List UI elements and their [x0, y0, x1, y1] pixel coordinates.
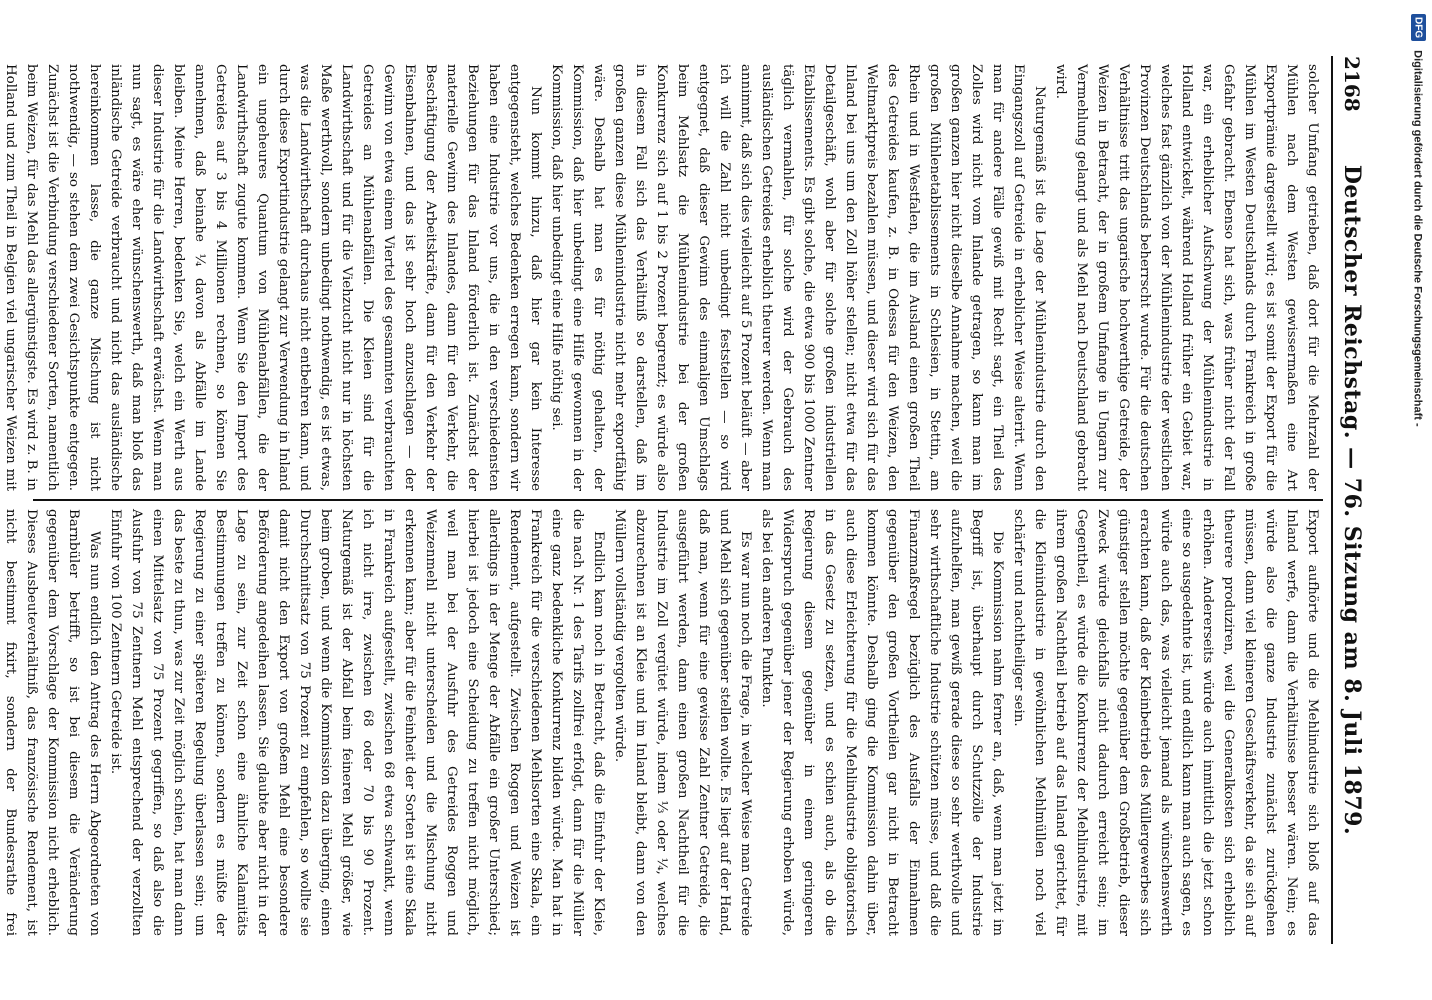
digitization-credit [1408, 14, 1428, 986]
paragraph: solcher Umfang getrieben, daß dort für die Mehrzahl der Mühlen nach dem Westen gewissermaßen eine Art Exportprämie dargestellt wird; es ist somit der Export für die Mühlen im Westen Deutschlands durch Frankreich in große Gefahr gebracht. Ebenso hat sich, was früher nicht der Fall war, ein erheblicher Aufschwung der Mühlenindustrie in Holland entwickelt, während Holland früher ein Gebiet war, welches fast gänzlich von der Mühlenindustrie der westlichen Provinzen Deutschlands beherrscht wurde. Für die deutschen Verhältnisse tritt das ungarische hochwerthige Getreide, der Weizen in Betracht, der in großem Umfange in Ungarn zur Vermehlung gelangt und als Mehl nach Deutschland gebracht wird. [1053, 64, 1320, 491]
rotated-document-page [3, 30, 1383, 970]
paragraph: Nun kommt hinzu, daß hier gar kein Interesse entgegensteht, welches Bedenken erregen kann, sondern wir haben eine Industrie vor uns, die in den verschiedensten Beziehungen für das Inland förderlich ist. Zunächst der materielle Gewinn des Inlandes, dann für den Verkehr, die Beschäftigung der Arbeitskräfte, dann für den Verkehr der Eisenbahnen, und das ist sehr hoch anzuschlagen — der Gewinn von etwa einem Viertel des gesammten verbrauchten Getreides an Mühlenabfällen. Die Kleien sind für die Landwirthschaft und für die Viehzucht nicht nur in höchsten Maße werthvoll, sondern unbedingt nothwendig, es ist etwas, was die Landwirthschaft durchaus nicht entbehren kann, und durch diese Exportindustrie gelangt zur Verwendung in Inland ein ungeheures Quantum von Mühlenabfällen, die der Landwirthschaft zugute kommen. Wenn Sie den Import des Getreides auf 3 bis 4 Millionen rechnen, so können Sie annehmen, daß beinahe ¼ davon als Abfälle im Lande bleiben. Meine Herren, bedenken Sie, welch ein Werth aus dieser Industrie für die Landwirthschaft erwächst. Wenn man nun sagt, es wäre eher wünschenswerth, daß man bloß das inländische Getreide verbraucht und nicht das ausländische hereinkommen lasse, die ganze Mischung ist nicht nothwendig, — so stehen dem zwei Gesichtspunkte entgegen. Zunächst ist die Verbindung verschiedener Sorten, namentlich beim Weizen, für das Mehl das allergünstigste. Es wird z. B. in Holland und zum Theil in Belgien viel ungarischer Weizen mit [3, 64, 543, 491]
paragraph: Die Kommission nahm ferner an, daß, wenn man jetzt im Begriff ist, überhaupt durch Schutzzölle der Industrie aufzuhelfen, man gewiß gerade diese so sehr werthvolle und sehr wirthschaftliche Industrie schützen müsse, und daß die Finanzmaßregel bezüglich des Ausfalls der Einnahmen gegenüber den großen Vortheilen gar nicht in Betracht kommen könnte. Deshalb ging die Kommission dahin über, auch diese Erleichterung für die Mehlindustrie obligatorisch in das Gesetz zu setzen, und es schien auch, als ob die Regierung diesem gegenüber in einem geringeren Widerspruch gegenüber jener der Regierung erhoben würde, als bei den anderen Punkten. [759, 509, 1005, 936]
paragraph: Es war nun noch die Frage, in welcher Weise man Getreide und Mehl sich gegenüber stellen wollte. Es liegt auf der Hand, daß man, wenn für eine gewisse Zahl Zentner Getreide, die ausgeführt werden, dann einen großen Nachtheil für die Industrie im Zoll vergütet würde, indem ⅓ oder ¼, welches abzurechnen ist an Kleie und im Inland bleibt, dann von den Müllern vollständig vergolten würde. [612, 509, 753, 936]
right-column [3, 501, 1323, 944]
page-number: 2168 [1340, 56, 1364, 112]
page-header [1331, 56, 1365, 944]
dfg-logo: DFG [1411, 14, 1426, 41]
paragraph: Was nun endlich den Antrag des Herrn Abgeordneten von Barnbüler betrifft, so ist bei diesem die Veränderung gegenüber dem Vorschlage der Kommission nicht erheblich. Dieses Ausbeuteverhältniß, das französische Rendement, ist nicht bestimmt fixirt, sondern der Bundesrathe frei [3, 509, 102, 936]
credit-text-wrapper [1411, 14, 1426, 427]
left-column [3, 56, 1323, 499]
credit-text: Digitalisierung gefördert durch die Deutsche Forschungsgemeinschaft - [1411, 50, 1424, 427]
text-columns [3, 56, 1323, 944]
paragraph: Endlich kam noch in Betracht, daß die Einfuhr der Kleie, die nach Nr. 1 des Tarifs zollfrei erfolgt, dann für die Müller eine ganz bedenkliche Konkurrenz bilden würde. Man hat in Frankreich für die verschiedenen Mehlsorten eine Skala, ein Rendement, aufgestellt. Zwischen Roggen und Weizen ist allerdings in der Menge der Abfälle ein großer Unterschied; hierbei ist jedoch eine Scheidung zu treffen nicht möglich, weil man bei der Ausfuhr des Getreides Roggen und Weizenmehl nicht unterscheiden und die Mischung nicht erkennen kann; aber für die Feinheit der Sorten ist eine Skala in Frankreich aufgestellt, zwischen 68 etwa schwankt, wenn ich nicht irre, zwischen 68 oder 70 bis 90 Prozent. Naturgemäß ist der Abfall beim feineren Mehl größer, wie beim groben, und wenn die Kommission dazu überging, einen Durchschnittsatz von 75 Prozent zu empfehlen, so wollte sie damit nicht den Export von großem Mehl eine besondere Beförderung angedeihen lassen. Sie glaubte aber nicht in der Lage zu sein, zur Zeit schon eine ähnliche Kalamitäts Bestimmungen treffen zu können, sondern es müßte der Regierung zu einer späteren Regelung überlassen sein; um das beste zu thun, was zur Zeit möglich schien, hat man dann einen Mittelsatz von 75 Prozent gegriffen, so daß also die Ausfuhr von 75 Zentnern Mehl entsprechend der verzollten Einfuhr von 100 Zentnern Getreide ist. [108, 509, 606, 936]
paragraph: Export aufhörte und die Mehlindustrie sich bloß auf das Inland werfe, dann die Verhältnisse besser wären. Nein; es würde also die ganze Industrie zunächst zurückgehen müssen, dann viel kleineren Geschäftsverkehr, da sie sich auf theurere produziren, weil die Generalkosten sich erheblich erhöhen. Andererseits würde auch inmittlich die jetzt schon eine so ausgedehnte ist, und endlich kann man auch sagen, es würde auch das, was vielleicht jemand als wünschenswerth erachten kann, daß der Kleinbetrieb des Müllergewerbes sich günstiger stellen möchte gegenüber dem Großbetrieb, dieser Zweck würde gleichfalls nicht dadurch erreicht sein; im Gegentheil, es würde die Konkurrenz der Mehlindustrie, mit ihrem großen Nachtheil betrieb auf das Inland gerichtet, für die Kleinindustrie in gewöhnlichen Mehlmüllen noch viel schärfer und nachtheiliger sein. [1011, 509, 1320, 936]
running-title: Deutscher Reichstag. — 76. Sitzung am 8. Juli 1879. [1339, 164, 1365, 836]
paragraph: Naturgemäß ist die Lage der Mühlenindustrie durch den Eingangszoll auf Getreide in erheblicher Weise alterirt. Wenn man für andere Fälle gewiß mit Recht sagt, ein Theil des Zolles wird nicht vom Inlande getragen, so kann man im großen ganzen hier nicht dieselbe Annahme machen, weil die großen Mühlenetablissements in Schlesien, in Stettin, am Rhein und in Westfalen, die im Ausland einen großen Theil des Getreides kaufen, z. B. in Odessa für den Weizen, den Weltmarktpreis bezahlen müssen, und dieser wird sich für das Inland bei uns um den Zoll höher stellen; nicht etwa für das Detailgeschäft, wohl aber für solche großen industriellen Etablissements. Es gibt solche, die etwa 900 bis 1000 Zentner täglich vermahlen, für solche wird der Gebrauch des ausländischen Getreides erheblich theurer werden. Wenn man annimmt, daß sich dies vielleicht auf 5 Prozent beläuft — aber ich will die Zahl nicht unbedingt feststellen — so wird entgegnet, daß dieser Gewinn des einmaligen Umschlags beim Mehlsatz die Mühlenindustrie bei der großen Konkurrenz sich auf 1 bis 2 Prozent begrenzt; es würde also in diesem Fall sich das Verhältniß so darstellen, daß im großen ganzen diese Mühlenindustrie nicht mehr exportfähig wäre. Deshalb hat man es für nöthig gehalten, der Kommission, daß hier unbedingt eine Hilfe gewonnen in der Kommission, daß hier unbedingt eine Hilfe nöthig sei. [549, 64, 1047, 491]
